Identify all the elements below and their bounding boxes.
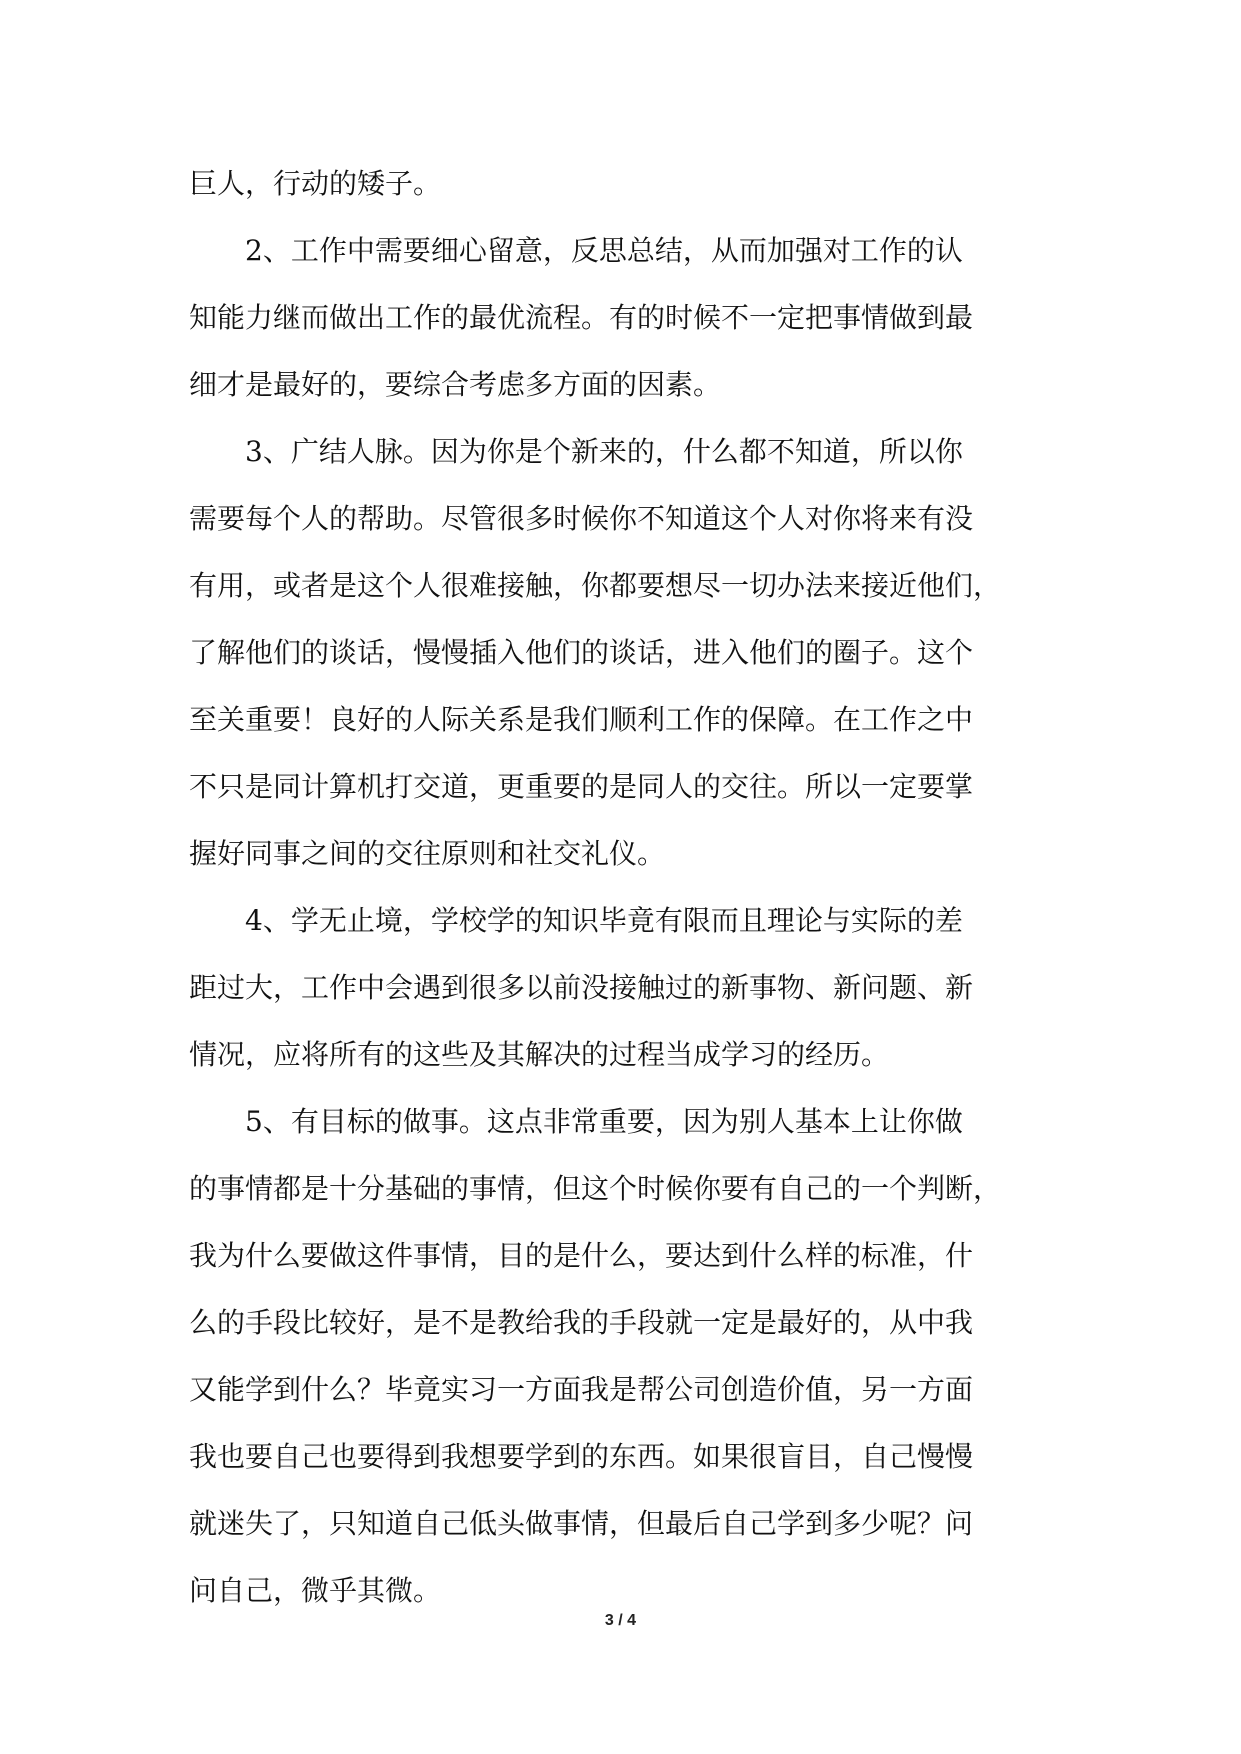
text-line: 握好同事之间的交往原则和社交礼仪。 xyxy=(189,837,666,870)
page-number: 3 / 4 xyxy=(604,1612,637,1629)
text-line: 距过大，工作中会遇到很多以前没接触过的新事物、新问题、新 xyxy=(189,971,974,1004)
text-line: 么的手段比较好，是不是教给我的手段就一定是最好的，从中我 xyxy=(189,1306,974,1339)
text-line: 巨人，行动的矮子。 xyxy=(189,167,442,200)
text-line: 我为什么要做这件事情，目的是什么，要达到什么样的标准，什 xyxy=(189,1239,974,1272)
text-line: 知能力继而做出工作的最优流程。有的时候不一定把事情做到最 xyxy=(189,301,974,334)
body-text xyxy=(189,150,1051,1624)
text-line: 的事情都是十分基础的事情，但这个时候你要有自己的一个判断， xyxy=(189,1172,1002,1205)
text-line: 需要每个人的帮助。尽管很多时候你不知道这个人对你将来有没 xyxy=(189,502,974,535)
text-line: 4、学无止境，学校学的知识毕竟有限而且理论与实际的差 xyxy=(189,904,963,937)
text-line: 3、广结人脉。因为你是个新来的，什么都不知道，所以你 xyxy=(189,435,963,468)
text-line: 不只是同计算机打交道，更重要的是同人的交往。所以一定要掌 xyxy=(189,770,974,803)
text-line: 5、有目标的做事。这点非常重要，因为别人基本上让你做 xyxy=(189,1105,963,1138)
text-line: 问自己，微乎其微。 xyxy=(189,1574,442,1607)
text-line: 细才是最好的，要综合考虑多方面的因素。 xyxy=(189,368,722,401)
text-line: 了解他们的谈话，慢慢插入他们的谈话，进入他们的圈子。这个 xyxy=(189,636,974,669)
text-line: 有用，或者是这个人很难接触，你都要想尽一切办法来接近他们， xyxy=(189,569,1002,602)
text-line: 至关重要！良好的人际关系是我们顺利工作的保障。在工作之中 xyxy=(189,703,974,736)
text-line: 又能学到什么？毕竟实习一方面我是帮公司创造价值，另一方面 xyxy=(189,1373,974,1406)
text-line: 就迷失了，只知道自己低头做事情，但最后自己学到多少呢？问 xyxy=(189,1507,974,1540)
text-line: 情况，应将所有的这些及其解决的过程当成学习的经历。 xyxy=(189,1038,890,1071)
text-line: 我也要自己也要得到我想要学到的东西。如果很盲目，自己慢慢 xyxy=(189,1440,974,1473)
text-line: 2、工作中需要细心留意，反思总结，从而加强对工作的认 xyxy=(189,234,963,267)
